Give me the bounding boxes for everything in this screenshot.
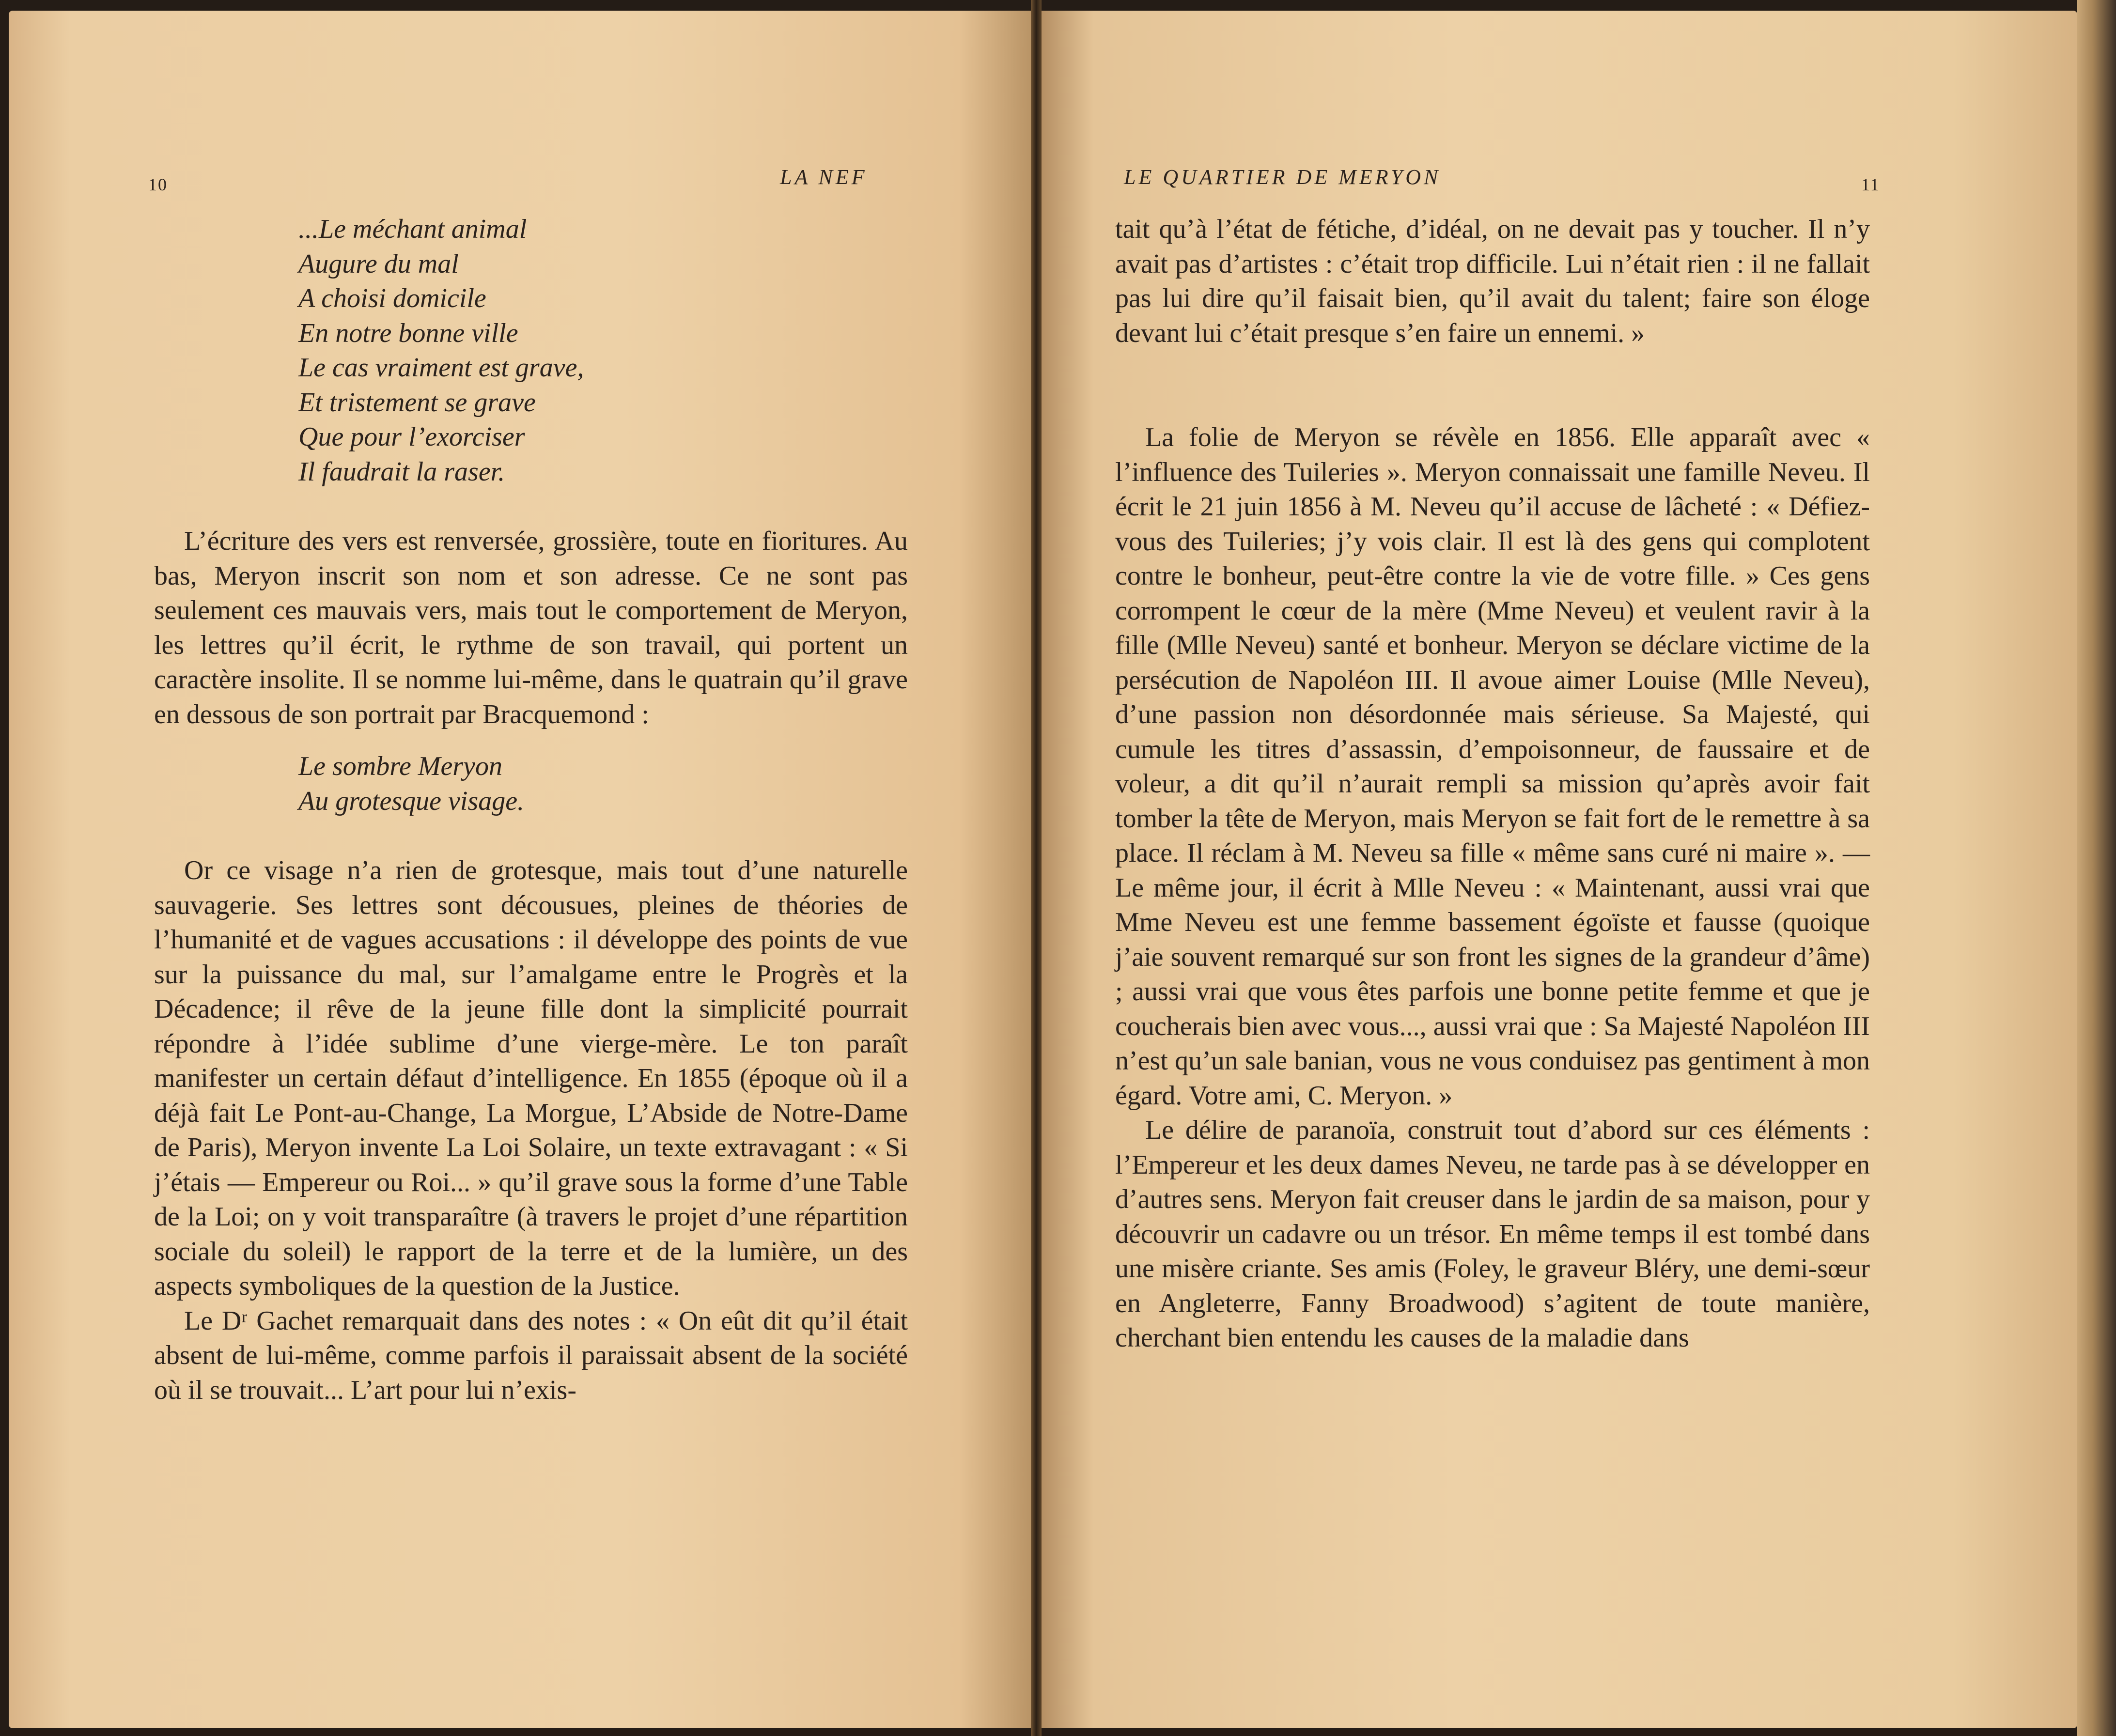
verse-line: Au grotesque visage.: [298, 786, 525, 816]
verse-line: Le sombre Meryon: [298, 751, 502, 781]
verse-block-2: [154, 749, 908, 819]
verse-line: ...Le méchant animal: [298, 214, 527, 244]
verse-line: A choisi domicile: [298, 283, 486, 313]
page-edges: [2077, 0, 2116, 1736]
left-paragraph-2: Or ce visage n’a rien de grotesque, mais tout d’une naturelle sauvagerie. Ses lettres sont décousues, pleines de théories de l’humanité et de vagues accusations : il développe des points de vue sur la puissance du mal, sur l’amalgame entre le Progrès et la Décadence; il rêve de la jeune fille dont la simplicité pourrait répondre à l’idée sublime d’une vierge-mère. Le ton paraît manifester un certain défaut d’intelligence. En 1855 (époque où il a déjà fait Le Pont-au-Change, La Morgue, L’Abside de Notre-Dame de Paris), Meryon invente La Loi Solaire, un texte extravagant : « Si j’étais — Empereur ou Roi... » qu’il grave sous la forme d’une Table de la Loi; on y voit transparaître (à travers le projet d’une répartition sociale du soleil) le rapport de la terre et de la lumière, un des aspects symboliques de la question de la Justice.: [154, 855, 908, 1301]
verse-line: En notre bonne ville: [298, 318, 518, 348]
verse-block-1: [154, 212, 908, 489]
right-paragraph-3: Le délire de paranoïa, construit tout d’abord sur ces éléments : l’Empereur et les deux dames Neveu, ne tarde pas à se développer en d’autres sens. Meryon fait creuser dans le jardin de sa maison, pour y découvrir un cadavre ou un trésor. En même temps il est tombé dans une misère criante. Ses amis (Foley, le graveur Bléry, une demi-sœur en Angleterre, Fanny Broadwood) s’agitent de toute manière, cherchant bien entendu les causes de la maladie dans: [1115, 1115, 1870, 1353]
left-page-number: 10: [148, 175, 168, 194]
right-paragraph-2: La folie de Meryon se révèle en 1856. Elle apparaît avec « l’influence des Tuileries ». Meryon connaissait une famille Neveu. Il écrit le 21 juin 1856 à M. Neveu qu’il accuse de lâcheté : « Défiez-vous des Tuileries; j’y vois clair. Il est là des gens qui complotent contre le bonheur, peut-être contre la vie de votre fille. » Ces gens corrompent le cœur de la mère (Mme Neveu) et veulent ravir à la fille (Mlle Neveu) santé et bonheur. Meryon se déclare victime de la persécution de Napoléon III. Il avoue aimer Louise (Mlle Neveu), d’une passion non désordonnée mais sérieuse. Sa Majesté, qui cumule les titres d’assassin, d’empoisonneur, de faussaire et de voleur, a dit qu’il n’aurait rempli sa mission qu’après avoir fait tomber la tête de Meryon, mais Meryon se fait fort de le remettre à sa place. Il réclam à M. Neveu sa fille « même sans curé ni maire ». — Le même jour, il écrit à Mlle Neveu : « Maintenant, aussi vrai que Mme Neveu est une femme bassement égoïste et fausse (quoique j’aie souvent remarqué sur son front les signes de la grandeur d’âme) ; aussi vrai que vous êtes parfois une bonne petite femme et que je coucherais bien avec vous..., aussi vrai que : Sa Majesté Napoléon III n’est qu’un sale banian, vous ne vous conduisez pas gentiment à mon égard. Votre ami, C. Meryon. »: [1115, 422, 1870, 1111]
left-page: [9, 11, 1031, 1728]
book-gutter: [1031, 0, 1042, 1736]
right-page-number: 11: [1861, 175, 1880, 194]
verse-line: Et tristement se grave: [298, 387, 536, 418]
verse-line: Le cas vraiment est grave,: [298, 353, 584, 383]
verse-line: Il faudrait la raser.: [298, 456, 505, 487]
left-paragraph-3: Le Dʳ Gachet remarquait dans des notes : « On eût dit qu’il était absent de lui-même, comme parfois il paraissait absent de la société où il se trouvait... L’art pour lui n’exis-: [154, 1305, 908, 1405]
right-paragraph-1: tait qu’à l’état de fétiche, d’idéal, on ne devait pas y toucher. Il n’y avait pas d’artistes : c’était trop difficile. Lui n’était rien : il ne fallait pas lui dire qu’il faisait bien, qu’il avait du talent; faire son éloge devant lui c’était presque s’en faire un ennemi. »: [1115, 214, 1870, 348]
verse-line: Que pour l’exorciser: [298, 422, 525, 452]
right-page-text: [1115, 212, 1870, 1356]
left-paragraph-1: L’écriture des vers est renversée, grossière, toute en fioritures. Au bas, Meryon inscrit son nom et son adresse. Ce ne sont pas seulement ces mauvais vers, mais tout le comportement de Meryon, les lettres qu’il écrit, le rythme de son travail, qui portent un caractère insolite. Il se nomme lui-même, dans le quatrain qu’il grave en dessous de son portrait par Bracquemond :: [154, 526, 908, 729]
right-running-head: LE QUARTIER DE MERYON: [1124, 165, 1441, 189]
left-page-text: [154, 212, 908, 1408]
right-page: [1042, 11, 2077, 1728]
verse-line: Augure du mal: [298, 248, 459, 279]
left-running-head: LA NEF: [780, 165, 868, 189]
